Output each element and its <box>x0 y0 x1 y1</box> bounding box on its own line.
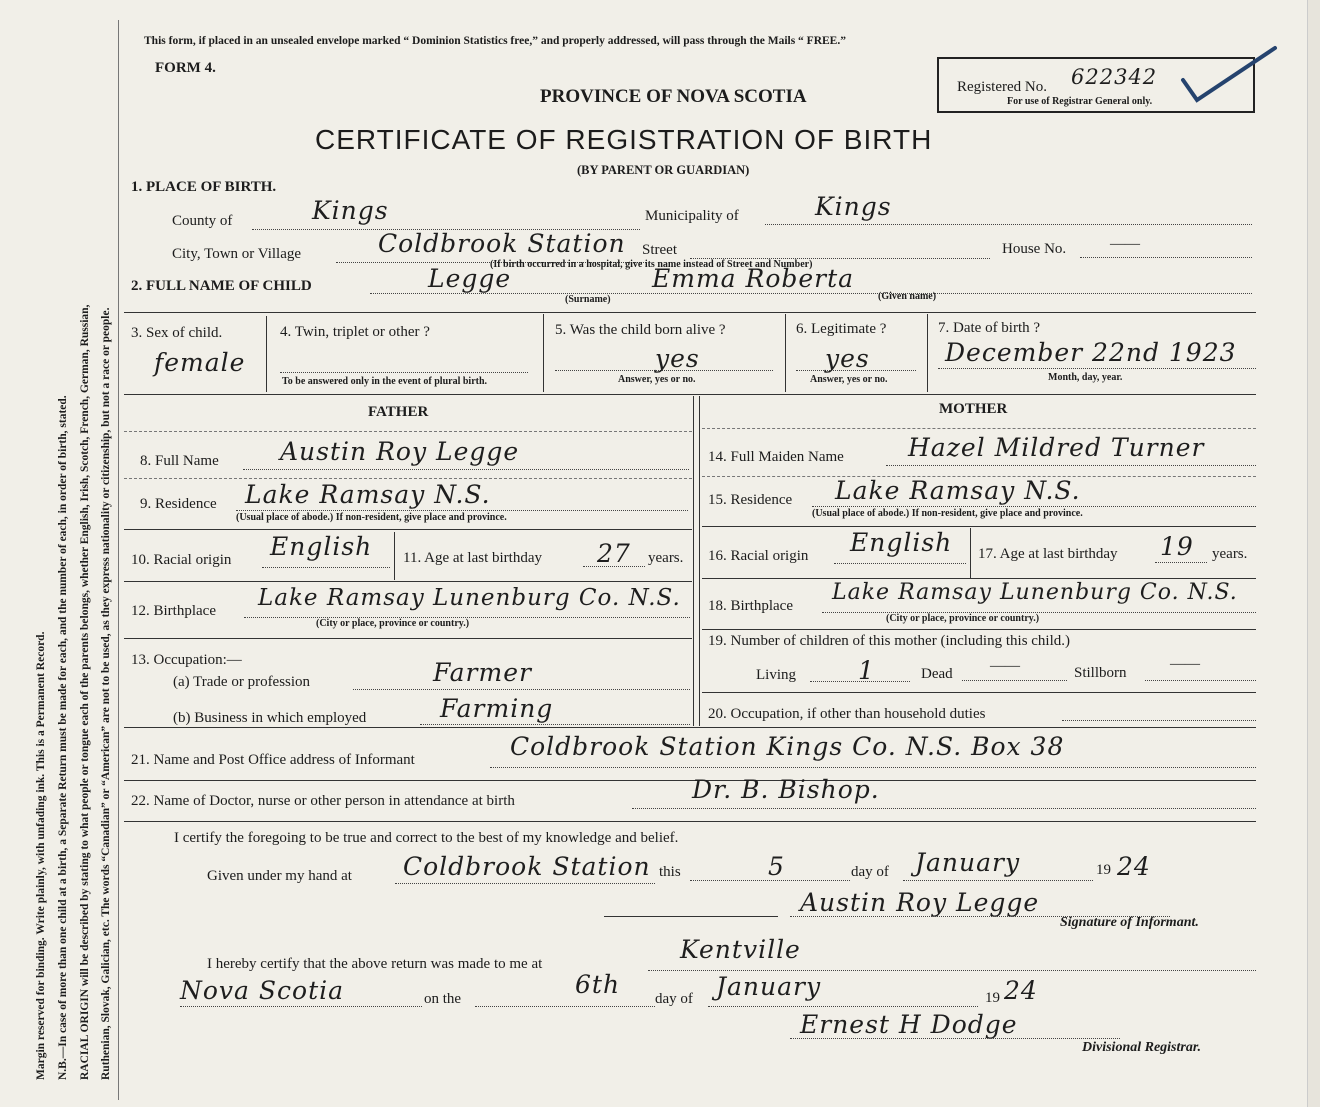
page-title: CERTIFICATE OF REGISTRATION OF BIRTH <box>315 124 933 155</box>
given-place-value: Coldbrook Station <box>403 852 651 881</box>
registrar-year-prefix: 19 <box>985 990 1000 1006</box>
margin-line-4: Ruthenian, Slovak, Galician, etc. The words “Canadian” or “American” are not to be used, as they express nationality or citizenship, but not a race or people. <box>100 307 112 1080</box>
margin-line-2: N.B.—In case of more than one child at a birth, a Separate Return must be made for each, and the number of each, in order of birth, stated. <box>57 395 69 1080</box>
mother-residence-note: (Usual place of abode.) If non-resident, give place and province. <box>812 508 1083 519</box>
dob-value: December 22nd 1923 <box>945 338 1237 367</box>
mother-race-label: 16. Racial origin <box>708 548 809 564</box>
city-value: Coldbrook Station <box>378 229 626 258</box>
business-label: (b) Business in which employed <box>173 710 367 726</box>
mother-residence-value: Lake Ramsay N.S. <box>835 476 1081 505</box>
father-birthplace-label: 12. Birthplace <box>131 603 216 619</box>
father-age-value: 27 <box>597 539 631 568</box>
legitimate-label: 6. Legitimate ? <box>796 321 887 337</box>
registrar-province-value: Nova Scotia <box>180 976 345 1005</box>
dob-note: Month, day, year. <box>1048 372 1123 383</box>
mother-birthplace-label: 18. Birthplace <box>708 598 793 614</box>
sex-label: 3. Sex of child. <box>131 325 223 341</box>
surname-note: (Surname) <box>565 294 611 305</box>
certify-day-value: 5 <box>768 852 785 881</box>
father-residence-note: (Usual place of abode.) If non-resident, give place and province. <box>236 512 507 523</box>
mother-residence-label: 15. Residence <box>708 492 793 508</box>
row3-bottom-rule <box>124 394 1256 395</box>
mother-age-value: 19 <box>1160 532 1194 561</box>
twin-note: To be answered only in the event of plural birth. <box>282 376 488 387</box>
house-value: —— <box>1110 236 1140 252</box>
street-label: Street <box>642 242 677 258</box>
mother-name-value: Hazel Mildred Turner <box>908 433 1205 462</box>
given-name-note: (Given name) <box>878 291 937 302</box>
city-label: City, Town or Village <box>172 246 302 262</box>
mother-name-label: 14. Full Maiden Name <box>708 449 844 465</box>
mother-birthplace-note: (City or place, province or country.) <box>886 613 1040 624</box>
registrar-signature-label: Divisional Registrar. <box>1082 1040 1202 1055</box>
father-name-value: Austin Roy Legge <box>280 437 520 466</box>
check-mark-icon <box>1175 40 1285 110</box>
stillborn-label: Stillborn <box>1074 665 1127 681</box>
father-birthplace-note: (City or place, province or country.) <box>316 618 470 629</box>
registrar-general-note: For use of Registrar General only. <box>1007 96 1153 107</box>
legitimate-note: Answer, yes or no. <box>810 374 888 385</box>
registered-number: 622342 <box>1071 65 1158 89</box>
father-race-label: 10. Racial origin <box>131 552 232 568</box>
trade-value: Farmer <box>433 658 532 687</box>
father-age-label: 11. Age at last birthday <box>403 550 542 566</box>
place-heading: 1. PLACE OF BIRTH. <box>131 179 277 195</box>
alive-note: Answer, yes or no. <box>618 374 696 385</box>
father-name-label: 8. Full Name <box>140 453 219 469</box>
living-value: 1 <box>858 656 875 685</box>
mother-birthplace-value: Lake Ramsay Lunenburg Co. N.S. <box>832 580 1238 605</box>
county-label: County of <box>172 213 233 229</box>
page-edge <box>1307 0 1320 1107</box>
alive-value: yes <box>655 344 700 373</box>
mail-notice: This form, if placed in an unsealed envelope marked “ Dominion Statistics free,” and properly addressed, will pass through the Mails “ FREE.” <box>144 35 846 47</box>
twin-label: 4. Twin, triplet or other ? <box>280 324 430 340</box>
dead-value: —— <box>990 658 1020 674</box>
informant-signature-label: Signature of Informant. <box>1060 915 1199 930</box>
municipality-value: Kings <box>815 192 892 221</box>
house-label: House No. <box>1002 241 1067 257</box>
given-under-label: Given under my hand at <box>207 868 352 884</box>
mother-years: years. <box>1212 546 1248 562</box>
registrar-day-of-label: day of <box>655 991 693 1007</box>
mother-heading: MOTHER <box>939 401 1008 417</box>
registrar-month-value: January <box>716 972 822 1001</box>
mother-occupation-label: 20. Occupation, if other than household duties <box>708 706 986 722</box>
municipality-label: Municipality of <box>645 208 739 224</box>
informant-label: 21. Name and Post Office address of Informant <box>131 752 415 768</box>
living-label: Living <box>756 667 796 683</box>
margin-line-3: RACIAL ORIGIN will be described by stating to what people or tongue each of the parents belongs, whether English, Irish, Scotch, French, German, Russian, <box>79 304 91 1080</box>
business-value: Farming <box>440 694 554 723</box>
margin-line-1: Margin reserved for binding. Write plainly, with unfading ink. This is a Permanent Record. <box>35 631 47 1080</box>
sex-value: female <box>154 348 246 377</box>
informant-signature: Austin Roy Legge <box>800 888 1040 917</box>
parents-bottom-rule <box>124 727 1256 728</box>
dead-label: Dead <box>921 666 953 682</box>
children-count-label: 19. Number of children of this mother (including this child.) <box>708 633 1071 649</box>
mother-race-value: English <box>850 528 953 557</box>
informant-value: Coldbrook Station Kings Co. N.S. Box 38 <box>510 732 1065 761</box>
certify-month-value: January <box>915 848 1021 877</box>
child-given-name: Emma Roberta <box>652 264 855 293</box>
page-subtitle: (BY PARENT OR GUARDIAN) <box>577 163 750 177</box>
father-occupation-label: 13. Occupation:— <box>131 652 242 668</box>
doctor-label: 22. Name of Doctor, nurse or other person in attendance at birth <box>131 793 515 809</box>
child-name-label: 2. FULL NAME OF CHILD <box>131 278 312 294</box>
father-birthplace-value: Lake Ramsay Lunenburg Co. N.S. <box>258 585 681 611</box>
legitimate-value: yes <box>825 344 870 373</box>
certify-statement: I certify the foregoing to be true and correct to the best of my knowledge and belief. <box>174 830 679 846</box>
registered-label: Registered No. <box>957 79 1047 95</box>
father-residence-label: 9. Residence <box>140 496 217 512</box>
county-value: Kings <box>312 196 389 225</box>
margin-instructions <box>8 20 118 1100</box>
father-race-value: English <box>270 532 373 561</box>
on-the-label: on the <box>424 991 462 1007</box>
certify-year-value: 24 <box>1117 852 1151 881</box>
doctor-value: Dr. B. Bishop. <box>692 775 880 804</box>
alive-label: 5. Was the child born alive ? <box>555 322 726 338</box>
form-number: FORM 4. <box>155 60 216 76</box>
row3-top-rule <box>124 312 1256 313</box>
registrar-signature: Ernest H Dodge <box>800 1010 1018 1039</box>
certify-day-of-label: day of <box>851 864 889 880</box>
father-heading: FATHER <box>368 404 429 420</box>
trade-label: (a) Trade or profession <box>173 674 311 690</box>
father-years: years. <box>648 550 684 566</box>
registrar-year-value: 24 <box>1004 976 1038 1005</box>
certify-year-prefix: 19 <box>1096 862 1111 878</box>
mother-age-label: 17. Age at last birthday <box>978 546 1118 562</box>
stillborn-value: —— <box>1170 656 1200 672</box>
binding-rule <box>118 20 119 1100</box>
this-label: this <box>659 864 681 880</box>
province-heading: PROVINCE OF NOVA SCOTIA <box>540 86 807 107</box>
father-residence-value: Lake Ramsay N.S. <box>245 480 491 509</box>
registrar-day-value: 6th <box>575 970 621 999</box>
parents-divider <box>693 396 694 726</box>
registrar-statement: I hereby certify that the above return was made to me at <box>207 956 543 972</box>
dob-label: 7. Date of birth ? <box>938 320 1041 336</box>
registrar-place-value: Kentville <box>680 935 801 964</box>
street-note: (If birth occurred in a hospital, give its name instead of Street and Number) <box>490 259 813 270</box>
child-surname: Legge <box>428 264 512 293</box>
